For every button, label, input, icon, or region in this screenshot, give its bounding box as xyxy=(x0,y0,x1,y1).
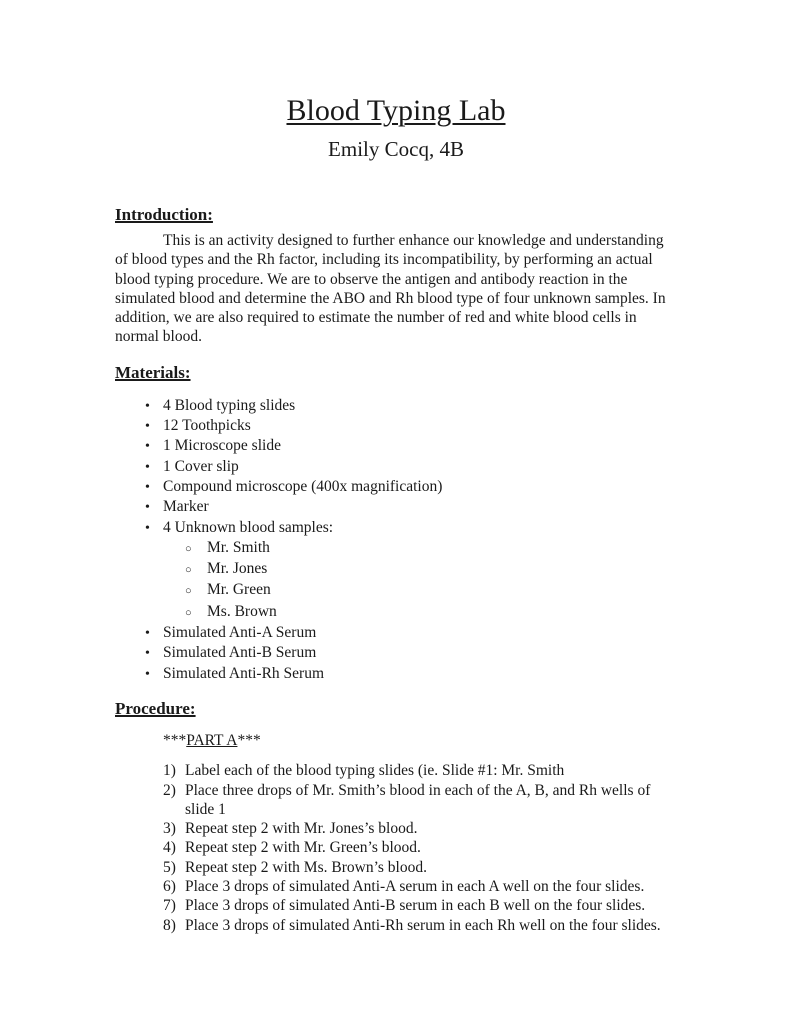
bullet-icon: • xyxy=(145,520,150,536)
bullet-icon: • xyxy=(145,459,150,475)
introduction-heading: Introduction: xyxy=(115,205,213,224)
bullet-icon: • xyxy=(145,500,150,516)
blood-sample-label: Mr. Smith xyxy=(207,538,270,556)
materials-item-label: Marker xyxy=(163,498,209,516)
blood-sample-label: Mr. Green xyxy=(207,581,271,599)
bullet-icon: • xyxy=(145,439,150,455)
materials-item xyxy=(115,396,677,416)
bullet-icon: • xyxy=(145,646,150,662)
blood-sample-item xyxy=(115,538,677,559)
procedure-step xyxy=(115,896,677,915)
materials-item xyxy=(115,416,677,436)
part-label-title: PART A xyxy=(186,731,238,749)
materials-item xyxy=(115,497,677,517)
blood-sample-label: Ms. Brown xyxy=(207,602,277,620)
step-number: 7) xyxy=(163,897,176,915)
materials-item xyxy=(115,643,677,663)
introduction-paragraph: This is an activity designed to further enhance our knowledge and understanding of blood types and the Rh factor, including its incompatibility, by performing an actual blood typing procedure. We are to observe the antigen and antibody reaction in the simulated blood and determine the ABO and Rh blood type of four unknown samples. In addition, we are also required to estimate the number of red and white blood cells in normal blood. xyxy=(115,232,666,346)
materials-item-label: Compound microscope (400x magnification) xyxy=(163,477,443,495)
procedure-heading: Procedure: xyxy=(115,698,196,718)
materials-item-label: Simulated Anti-B Serum xyxy=(163,644,317,662)
procedure-step-text: Place 3 drops of simulated Anti-B serum in each B well on the four slides. xyxy=(185,897,646,915)
procedure-step xyxy=(115,858,677,877)
document-title: Blood Typing Lab xyxy=(286,94,506,127)
author-line: Emily Cocq, 4B xyxy=(328,137,464,161)
circle-bullet-icon: ○ xyxy=(185,564,192,577)
step-number: 6) xyxy=(163,878,176,896)
materials-item xyxy=(115,664,677,684)
circle-bullet-icon: ○ xyxy=(185,585,192,598)
procedure-step-text: Repeat step 2 with Ms. Brown’s blood. xyxy=(185,858,427,876)
procedure-step-text: Repeat step 2 with Mr. Green’s blood. xyxy=(185,839,421,857)
procedure-steps-list xyxy=(115,761,677,935)
materials-item-label: 12 Toothpicks xyxy=(163,417,251,435)
procedure-step xyxy=(115,819,677,838)
bullet-icon: • xyxy=(145,626,150,642)
procedure-step-text: Place 3 drops of simulated Anti-Rh serum in each Rh well on the four slides. xyxy=(185,916,661,934)
blood-sample-item xyxy=(115,559,677,580)
step-number: 2) xyxy=(163,781,176,799)
step-number: 8) xyxy=(163,916,176,934)
materials-item xyxy=(115,436,677,456)
procedure-step-text: Label each of the blood typing slides (ie. Slide #1: Mr. Smith xyxy=(185,762,565,780)
materials-item-label: 1 Microscope slide xyxy=(163,437,281,455)
step-number: 4) xyxy=(163,839,176,857)
materials-item xyxy=(115,518,677,538)
procedure-step xyxy=(115,916,677,935)
materials-item xyxy=(115,623,677,643)
materials-item-label: 1 Cover slip xyxy=(163,457,239,475)
part-label-prefix: *** xyxy=(163,731,187,749)
procedure-step xyxy=(115,877,677,896)
materials-list xyxy=(115,396,677,684)
materials-heading: Materials: xyxy=(115,362,191,382)
procedure-step-text: Repeat step 2 with Mr. Jones’s blood. xyxy=(185,820,418,838)
blood-sample-label: Mr. Jones xyxy=(207,560,268,578)
materials-item-label: 4 Unknown blood samples: xyxy=(163,518,334,536)
procedure-step xyxy=(115,838,677,857)
bullet-icon: • xyxy=(145,479,150,495)
materials-item-label: 4 Blood typing slides xyxy=(163,396,296,414)
procedure-step xyxy=(115,761,677,780)
procedure-step-text: Place three drops of Mr. Smith’s blood in each of the A, B, and Rh wells of slide 1 xyxy=(185,781,651,818)
bullet-icon: • xyxy=(145,398,150,414)
procedure-part-label xyxy=(115,731,677,750)
blood-sample-item xyxy=(115,580,677,601)
step-number: 1) xyxy=(163,762,176,780)
step-number: 3) xyxy=(163,820,176,838)
bullet-icon: • xyxy=(145,666,150,682)
part-label-suffix: *** xyxy=(237,731,261,749)
materials-item xyxy=(115,477,677,497)
materials-item xyxy=(115,457,677,477)
step-number: 5) xyxy=(163,858,176,876)
materials-item-label: Simulated Anti-A Serum xyxy=(163,624,317,642)
blood-sample-item xyxy=(115,602,677,623)
circle-bullet-icon: ○ xyxy=(185,542,192,555)
bullet-icon: • xyxy=(145,419,150,435)
procedure-step xyxy=(115,781,677,820)
materials-item-label: Simulated Anti-Rh Serum xyxy=(163,664,325,682)
procedure-step-text: Place 3 drops of simulated Anti-A serum in each A well on the four slides. xyxy=(185,878,645,896)
circle-bullet-icon: ○ xyxy=(185,606,192,619)
